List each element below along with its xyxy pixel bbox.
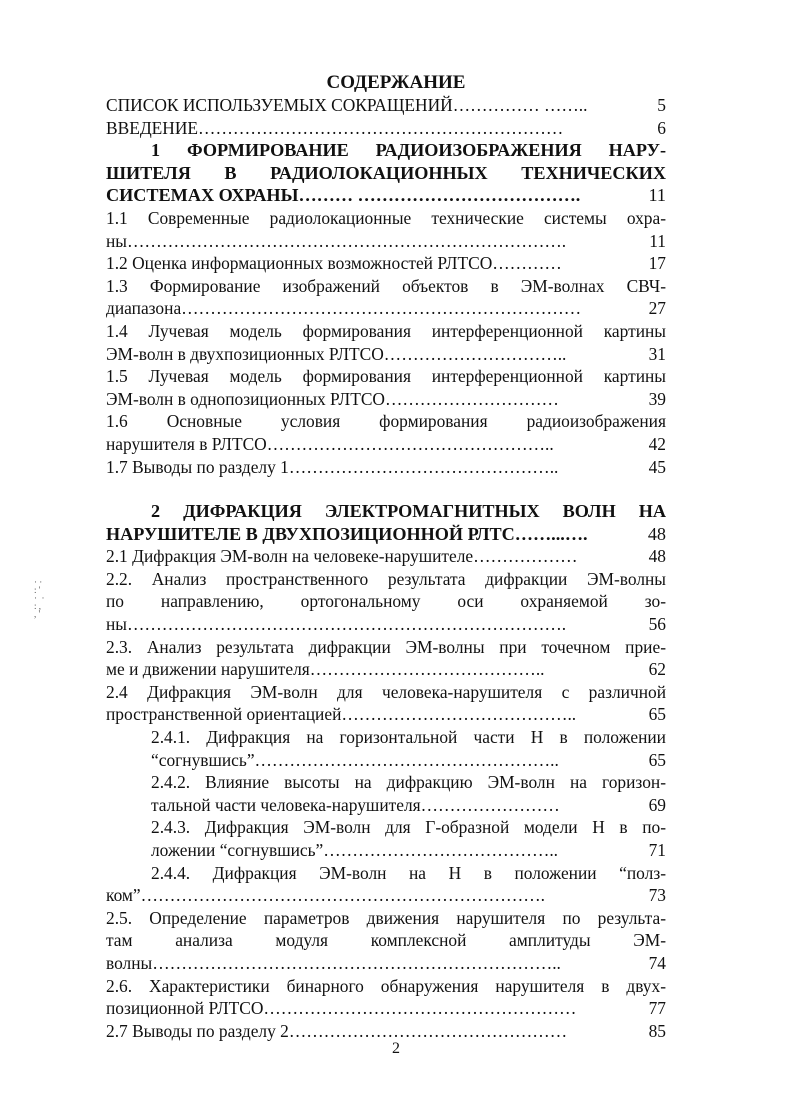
toc-entry [106, 545, 666, 568]
toc-entry-last-line [106, 230, 666, 253]
toc-entry-line: 2.4.2. Влияние высоты на дифракцию ЭМ-волн на горизон- [151, 772, 666, 793]
toc-entry-line: 2 ДИФРАКЦИЯ ЭЛЕКТРОМАГНИТНЫХ ВОЛН НА [151, 501, 666, 522]
toc-entry-line: 1.3 Формирование изображений объектов в ЭМ-волнах СВЧ- [106, 275, 666, 296]
toc-entry-last-line [106, 952, 666, 975]
toc-entry-last-line [106, 297, 666, 320]
toc-entry [106, 636, 666, 681]
toc-entry-line: по направлению, ортогональному оси охраняемой зо- [106, 591, 666, 612]
toc-entry [106, 681, 666, 726]
toc-entry-line: 2.2. Анализ пространственного результата дифракции ЭМ-волны [106, 568, 666, 589]
toc-page-number: 77 [648, 998, 666, 1019]
toc-page-number: 27 [648, 298, 666, 319]
toc-page-number: 48 [648, 546, 666, 567]
toc-entry-last-line [106, 1020, 666, 1043]
toc-entry-line: ШИТЕЛЯ В РАДИОЛОКАЦИОННЫХ ТЕХНИЧЕСКИХ [106, 162, 666, 183]
toc-page-number: 11 [648, 185, 666, 206]
toc-entry-last-line [106, 117, 666, 140]
section-gap [106, 478, 666, 500]
toc-entry [106, 139, 666, 207]
toc-page-number: 48 [647, 523, 666, 544]
toc-entry [106, 94, 666, 117]
toc-page-number: 65 [648, 704, 666, 725]
toc-entry [106, 771, 666, 816]
toc-entry [106, 117, 666, 140]
toc-entry-leader-text: СПИСОК ИСПОЛЬЗУЕМЫХ СОКРАЩЕНИЙ…………… …….. [106, 95, 588, 115]
toc-entry-line: 2.4.1. Дифракция на горизонтальной части Н в положении [151, 727, 666, 748]
toc-entry-leader-text: ЭМ-волн в двухпозиционных РЛТСО………………………….. [106, 343, 567, 364]
toc-entry-last-line [151, 794, 666, 817]
toc-entry-leader-text: 1.7 Выводы по разделу 1……………………………………….. [106, 456, 559, 477]
toc-page-number: 56 [648, 614, 666, 635]
toc-entry-leader-text: пространственной ориентацией………………………………….. [106, 704, 577, 725]
toc-entry [106, 275, 666, 320]
toc-entry-leader-text: НАРУШИТЕЛЕ В ДВУХПОЗИЦИОННОЙ РЛТС……...…. [106, 523, 588, 544]
toc-entry [106, 975, 666, 1020]
toc-entry-leader-text: ЭМ-волн в однопозиционных РЛТСО………………………… [106, 388, 559, 409]
toc-page-number: 5 [657, 95, 666, 115]
toc-entry-leader-text: позиционной РЛТСО……………………………………………… [106, 998, 577, 1019]
toc-entry-line: 2.4.4. Дифракция ЭМ-волн на Н в положении “полз- [151, 862, 666, 883]
toc-entry-last-line [106, 433, 666, 456]
page-title: СОДЕРЖАНИЕ [326, 72, 466, 93]
table-of-contents [106, 94, 666, 1042]
toc-page-number: 69 [648, 794, 666, 815]
toc-entry [106, 1020, 666, 1043]
toc-entry-line: 1 ФОРМИРОВАНИЕ РАДИОИЗОБРАЖЕНИЯ НАРУ- [151, 140, 666, 161]
toc-entry-line: 2.6. Характеристики бинарного обнаружения нарушителя в двух- [106, 975, 666, 996]
toc-entry [106, 252, 666, 275]
toc-entry-line: 1.1 Современные радиолокационные технические системы охра- [106, 207, 666, 228]
toc-entry-last-line [106, 388, 666, 411]
toc-entry-last-line [151, 749, 666, 772]
toc-entry-last-line [151, 839, 666, 862]
toc-entry-leader-text: волны…………………………………………………………….. [106, 952, 561, 973]
toc-entry-last-line [106, 703, 666, 726]
toc-entry-leader-text: ме и движении нарушителя………………………………….. [106, 659, 545, 680]
page-number: 2 [392, 1040, 400, 1057]
toc-entry-leader-text: диапазона…………………………………………………………… [106, 298, 582, 319]
toc-entry-last-line [106, 545, 666, 568]
toc-entry [106, 816, 666, 861]
toc-entry-last-line [106, 252, 666, 275]
toc-page-number: 73 [648, 885, 666, 906]
toc-page-number: 85 [648, 1020, 666, 1041]
toc-entry-leader-text: “согнувшись”…………………………………………….. [151, 749, 559, 770]
toc-entry-last-line [106, 523, 666, 546]
toc-entry-last-line [106, 94, 666, 117]
toc-entry-leader-text: СИСТЕМАХ ОХРАНЫ……… ………………………………. [106, 185, 581, 206]
toc-entry [106, 320, 666, 365]
toc-page-number: 71 [648, 840, 666, 860]
toc-page-number: 11 [649, 230, 666, 251]
toc-entry [106, 907, 666, 975]
toc-entry [106, 207, 666, 252]
toc-page-number: 17 [648, 253, 666, 274]
toc-entry-last-line [106, 997, 666, 1020]
toc-entry-leader-text: ком”……………………………………………………………. [106, 885, 545, 906]
toc-entry-line: 2.4 Дифракция ЭМ-волн для человека-нарушителя с различной [106, 681, 666, 702]
toc-entry-last-line [106, 184, 666, 207]
toc-entry-leader-text: тальной части человека-нарушителя…………………… [151, 794, 560, 815]
toc-entry-leader-text: 2.7 Выводы по разделу 2………………………………………… [106, 1020, 568, 1041]
toc-entry-last-line [106, 658, 666, 681]
toc-entry-line: 1.5 Лучевая модель формирования интерференционной картины [106, 366, 666, 387]
toc-entry [106, 500, 666, 545]
toc-entry-line: 1.6 Основные условия формирования радиоизображения [106, 411, 666, 432]
toc-entry-last-line [106, 613, 666, 636]
toc-entry-leader-text: ложении “согнувшись”………………………………….. [151, 840, 559, 860]
margin-marks: · · : ' · · : , , ' [34, 577, 45, 619]
toc-page-number: 65 [648, 749, 666, 770]
toc-entry-leader-text: ны…………………………………………………………………. [106, 614, 567, 635]
toc-page-number: 31 [648, 343, 666, 364]
toc-entry [106, 862, 666, 907]
toc-entry-leader-text: 1.2 Оценка информационных возможностей РЛТСО………… [106, 253, 562, 274]
toc-entry-line: 2.5. Определение параметров движения нарушителя по результа- [106, 907, 666, 928]
toc-entry-leader-text: нарушителя в РЛТСО………………………………………….. [106, 433, 554, 454]
toc-page-number: 74 [648, 952, 666, 973]
toc-entry [106, 410, 666, 455]
toc-entry [106, 726, 666, 771]
toc-entry-last-line [106, 343, 666, 366]
toc-page-number: 45 [648, 456, 666, 477]
toc-entry [106, 365, 666, 410]
toc-entry-leader-text: 2.1 Дифракция ЭМ-волн на человеке-нарушителе……………… [106, 546, 578, 567]
toc-entry-leader-text: ВВЕДЕНИЕ……………………………………………………… [106, 117, 564, 138]
toc-page-number: 42 [648, 433, 666, 454]
toc-entry [106, 568, 666, 636]
toc-entry-line: там анализа модуля комплексной амплитуды ЭМ- [106, 930, 666, 951]
toc-entry-last-line [106, 884, 666, 907]
toc-entry [106, 456, 666, 479]
toc-entry-line: 2.4.3. Дифракция ЭМ-волн для Г-образной модели Н в по- [151, 817, 666, 838]
toc-entry-line: 2.3. Анализ результата дифракции ЭМ-волны при точечном прие- [106, 636, 666, 657]
toc-page-number: 62 [648, 659, 666, 680]
toc-page-number: 6 [657, 117, 666, 138]
toc-page-number: 39 [648, 388, 666, 409]
toc-entry-leader-text: ны…………………………………………………………………. [106, 230, 567, 251]
toc-entry-last-line [106, 456, 666, 479]
toc-entry-line: 1.4 Лучевая модель формирования интерференционной картины [106, 320, 666, 341]
